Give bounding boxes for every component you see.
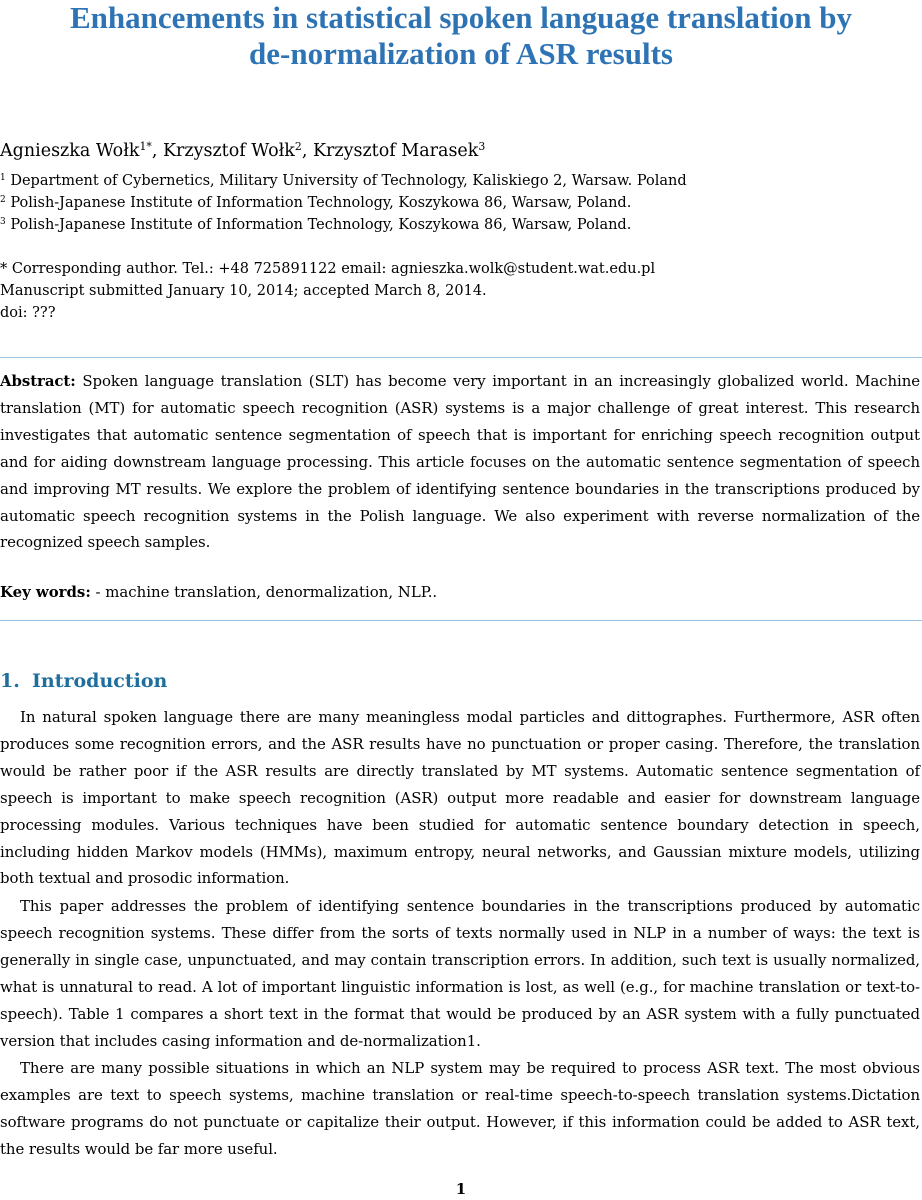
section-number: 1. xyxy=(0,670,20,692)
abstract-text: Spoken language translation (SLT) has become very important in an increasingly globalized world. Machine translation (MT) for automatic speech recognition (ASR) systems is a major challenge of great interest. This research investigates that automatic sentence segmentation of speech that is important for enriching speech recognition output and for aiding downstream language processing. This article focuses on the automatic sentence segmentation of speech and improving MT results. We explore the problem of identifying sentence boundaries in the transcriptions produced by automatic speech recognition systems in the Polish language. We also experiment with reverse normalization of the recognized speech samples. xyxy=(0,372,920,552)
intro-paragraph-3: There are many possible situations in which an NLP system may be required to process ASR text. The most obvious examples are text to speech systems, machine translation or real-time speech-to-speech translation systems.Dictation software programs do not punctuate or capitalize their output. However, if this information could be added to ASR text, the results would be far more useful. xyxy=(0,1059,920,1158)
corresponding-author: * Corresponding author. Tel.: +48 725891122 email: agnieszka.wolk@student.wat.edu.pl xyxy=(0,261,656,277)
keywords xyxy=(0,579,437,605)
intro-paragraph-1: In natural spoken language there are many meaningless modal particles and dittographes. Furthermore, ASR often produces some recognition errors, and the ASR results have no punctuation or proper casing. Therefore, the translation would be rather poor if the ASR results are directly translated by MT systems. Automatic sentence segmentation of speech is important to make speech recognition (ASR) output more readable and easier for downstream language processing modules. Various techniques have been studied for automatic sentence boundary detection in speech, including hidden Markov models (HMMs), maximum entropy, neural networks, and Gaussian mixture models, utilizing both textual and prosodic information. xyxy=(0,708,920,888)
abstract xyxy=(0,368,920,556)
affiliation-3-mark: 3 xyxy=(0,217,6,228)
author-1-mark: 1* xyxy=(139,140,152,154)
page-number: 1 xyxy=(455,1180,467,1198)
affiliation-2-text: Polish-Japanese Institute of Information Technology, Koszykowa 86, Warsaw, Poland. xyxy=(5,195,632,211)
divider-bottom xyxy=(0,620,922,621)
title-line-1: Enhancements in statistical spoken language translation by xyxy=(70,0,852,35)
affiliation-1 xyxy=(0,170,687,192)
affiliation-3-text: Polish-Japanese Institute of Information Technology, Koszykowa 86, Warsaw, Poland. xyxy=(5,217,632,233)
keywords-label: Key words: xyxy=(0,583,91,601)
author-1: Agnieszka Wołk xyxy=(0,141,140,161)
author-2-mark: 2 xyxy=(294,140,302,154)
title-line-2: de-normalization of ASR results xyxy=(249,36,673,71)
intro-paragraph-2: This paper addresses the problem of identifying sentence boundaries in the transcriptions produced by automatic speech recognition systems. These differ from the sorts of texts normally used in NLP in a number of ways: the text is generally in single case, unpunctuated, and may contain transcription errors. In addition, such text is usually normalized, what is unnatural to read. A lot of important linguistic information is lost, as well (e.g., for machine translation or text-to-speech). Table 1 compares a short text in the format that would be produced by an ASR system with a fully punctuated version that includes casing information and de-normalization1. xyxy=(0,897,920,1050)
affiliation-1-mark: 1 xyxy=(0,173,6,184)
doi: doi: ??? xyxy=(0,305,56,321)
divider-top xyxy=(0,357,922,358)
section-title: Introduction xyxy=(32,670,168,692)
affiliation-2-mark: 2 xyxy=(0,195,6,206)
abstract-label: Abstract: xyxy=(0,372,76,390)
author-list xyxy=(0,139,485,163)
author-3: , Krzysztof Marasek xyxy=(301,141,479,161)
keywords-text: - machine translation, denormalization, NLP.. xyxy=(90,583,438,601)
affiliation-3 xyxy=(0,214,631,236)
manuscript-dates: Manuscript submitted January 10, 2014; accepted March 8, 2014. xyxy=(0,283,487,299)
author-3-mark: 3 xyxy=(478,140,486,154)
affiliation-2 xyxy=(0,192,631,214)
affiliation-1-text: Department of Cybernetics, Military University of Technology, Kaliskiego 2, Warsaw. Poland xyxy=(5,173,687,189)
author-2: , Krzysztof Wołk xyxy=(151,141,295,161)
paper-title xyxy=(0,0,922,72)
section-heading-introduction xyxy=(0,668,167,694)
